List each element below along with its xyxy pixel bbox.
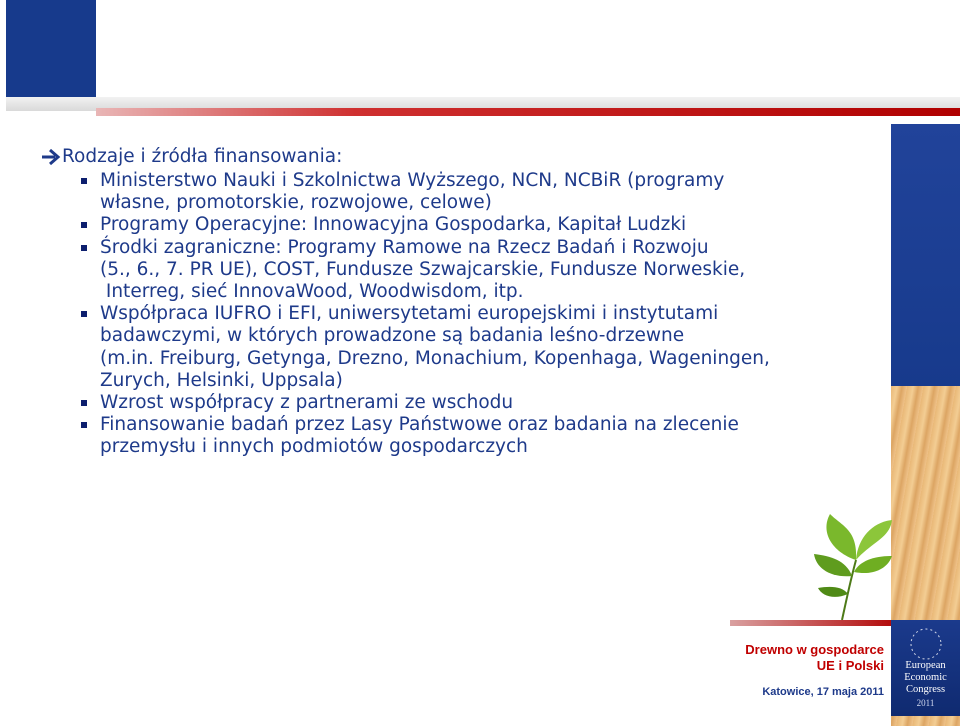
bullet-item [40, 303, 870, 392]
square-bullet-icon [81, 178, 87, 184]
right-side-column [891, 124, 960, 584]
footer-date: Katowice, 17 maja 2011 [762, 686, 884, 698]
bullet-line: Programy Operacyjne: Innowacyjna Gospodarka, Kapitał Ludzki [100, 214, 687, 236]
bullet-line: (5., 6., 7. PR UE), COST, Fundusze Szwajcarskie, Fundusze Norweskie, [100, 258, 746, 280]
bullet-line: (m.in. Freiburg, Getynga, Drezno, Monachium, Kopenhaga, Wageningen, [100, 347, 770, 369]
footer-red-line [730, 620, 905, 626]
congress-logo [891, 620, 960, 716]
arrow-right-icon [40, 146, 62, 168]
bullet-line: Zurych, Helsinki, Uppsala) [100, 369, 343, 391]
side-blue-panel [891, 124, 960, 386]
slide-heading [40, 146, 870, 168]
bullet-line: Interreg, sieć InnovaWood, Woodwisdom, itp. [100, 281, 524, 303]
top-decorative-band [0, 0, 960, 117]
bullet-list [40, 170, 870, 459]
bullet-line: przemysłu i innych podmiotów gospodarczych [100, 436, 528, 458]
bullet-item [40, 170, 870, 214]
bullet-item [40, 414, 870, 458]
footer-title-line1: Drewno w gospodarce [745, 642, 884, 657]
square-bullet-icon [81, 222, 87, 228]
square-bullet-icon [81, 311, 87, 317]
bullet-line: badawczymi, w których prowadzone są badania leśno-drzewne [100, 325, 685, 347]
square-bullet-icon [81, 245, 87, 251]
heading-text: Rodzaje i źródła finansowania: [62, 146, 343, 167]
square-bullet-icon [81, 422, 87, 428]
bullet-line: Finansowanie badań przez Lasy Państwowe oraz badania na zlecenie [100, 414, 739, 436]
square-bullet-icon [81, 400, 87, 406]
slide-content [40, 146, 870, 459]
top-red-line [96, 108, 960, 116]
bullet-line: Ministerstwo Nauki i Szkolnictwa Wyższego, NCN, NCBiR (programy [100, 170, 725, 191]
logo-year: 2011 [916, 698, 935, 708]
bullet-line: Współpraca IUFRO i EFI, uniwersytetami europejskimi i instytutami [100, 303, 719, 325]
bullet-item [40, 392, 870, 414]
bullet-item [40, 214, 870, 236]
bullet-line: Wzrost współpracy z partnerami ze wschodu [100, 392, 514, 414]
footer-title-line2: UE i Polski [816, 658, 884, 673]
leaf-icon [812, 512, 894, 622]
logo-line1: European [905, 660, 946, 671]
top-blue-block [6, 0, 96, 97]
bullet-line: Środki zagraniczne: Programy Ramowe na Rzecz Badań i Rozwoju [100, 236, 709, 258]
bullet-item [40, 237, 870, 304]
bullet-line: własne, promotorskie, rozwojowe, celowe) [100, 192, 492, 214]
logo-line3: Congress [905, 684, 946, 695]
logo-line2: Economic [904, 672, 947, 683]
